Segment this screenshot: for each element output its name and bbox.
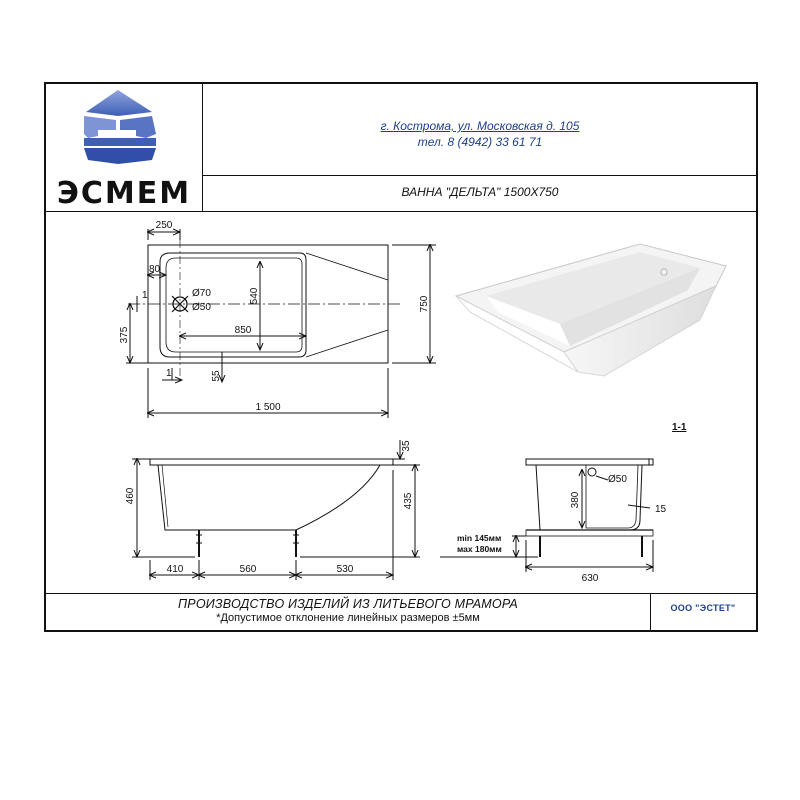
dim-750: 750 xyxy=(419,295,430,313)
dim-80: 80 xyxy=(149,264,161,275)
section-label: 1-1 xyxy=(672,422,687,433)
min-height-label: min 145мм xyxy=(457,533,502,543)
plan-view xyxy=(126,229,436,418)
side-body-inner xyxy=(162,465,168,527)
product-title: ВАННА "ДЕЛЬТА" 1500Х750 xyxy=(401,185,559,199)
dim-1500: 1 500 xyxy=(255,402,281,413)
side-view-labels xyxy=(125,440,414,575)
plan-basin-outer xyxy=(160,253,306,357)
dim-850: 850 xyxy=(234,325,252,336)
dim-380: 380 xyxy=(570,491,581,509)
footer-notes xyxy=(48,597,648,624)
section-rim xyxy=(526,459,653,465)
dim-540: 540 xyxy=(249,287,260,305)
dim-250: 250 xyxy=(155,220,173,231)
dim-460: 460 xyxy=(125,487,136,505)
dim-55: 55 xyxy=(211,370,222,382)
dim-35: 35 xyxy=(401,440,412,452)
section-view-labels xyxy=(457,422,687,584)
bathtub-render xyxy=(456,244,726,376)
dim-d70: Ø70 xyxy=(192,288,211,299)
tolerance-text: *Допустимое отклонение линейных размеров ±5мм xyxy=(216,612,480,624)
dim-d50: Ø50 xyxy=(192,302,211,313)
company-name: ООО "ЭСТЕТ" xyxy=(670,603,736,613)
dim-375: 375 xyxy=(119,326,130,344)
dim-410: 410 xyxy=(166,564,184,575)
max-height-label: мах 180мм xyxy=(457,544,502,554)
dim-d50-section: Ø50 xyxy=(608,474,627,485)
dim-560: 560 xyxy=(239,564,257,575)
logo-text: ЭСМЕМ xyxy=(56,176,192,210)
address-line: г. Кострома, ул. Московская д. 105 xyxy=(380,119,580,133)
dim-1-bottom: 1 xyxy=(166,368,172,379)
side-rim xyxy=(150,459,393,465)
side-view xyxy=(132,440,420,580)
overflow-icon xyxy=(588,468,596,476)
dim-630: 630 xyxy=(581,573,599,584)
side-body xyxy=(158,465,380,530)
dim-1-top: 1 xyxy=(142,290,148,301)
production-text: ПРОИЗВОДСТВО ИЗДЕЛИЙ ИЗ ЛИТЬЕВОГО МРАМОРА xyxy=(178,597,518,611)
dim-435: 435 xyxy=(403,492,414,510)
phone-line: тел. 8 (4942) 33 61 71 xyxy=(417,135,543,149)
dim-15: 15 xyxy=(655,504,667,515)
dim-530: 530 xyxy=(336,564,354,575)
plan-slope-top xyxy=(306,253,388,280)
plan-slope-bottom xyxy=(306,330,388,357)
